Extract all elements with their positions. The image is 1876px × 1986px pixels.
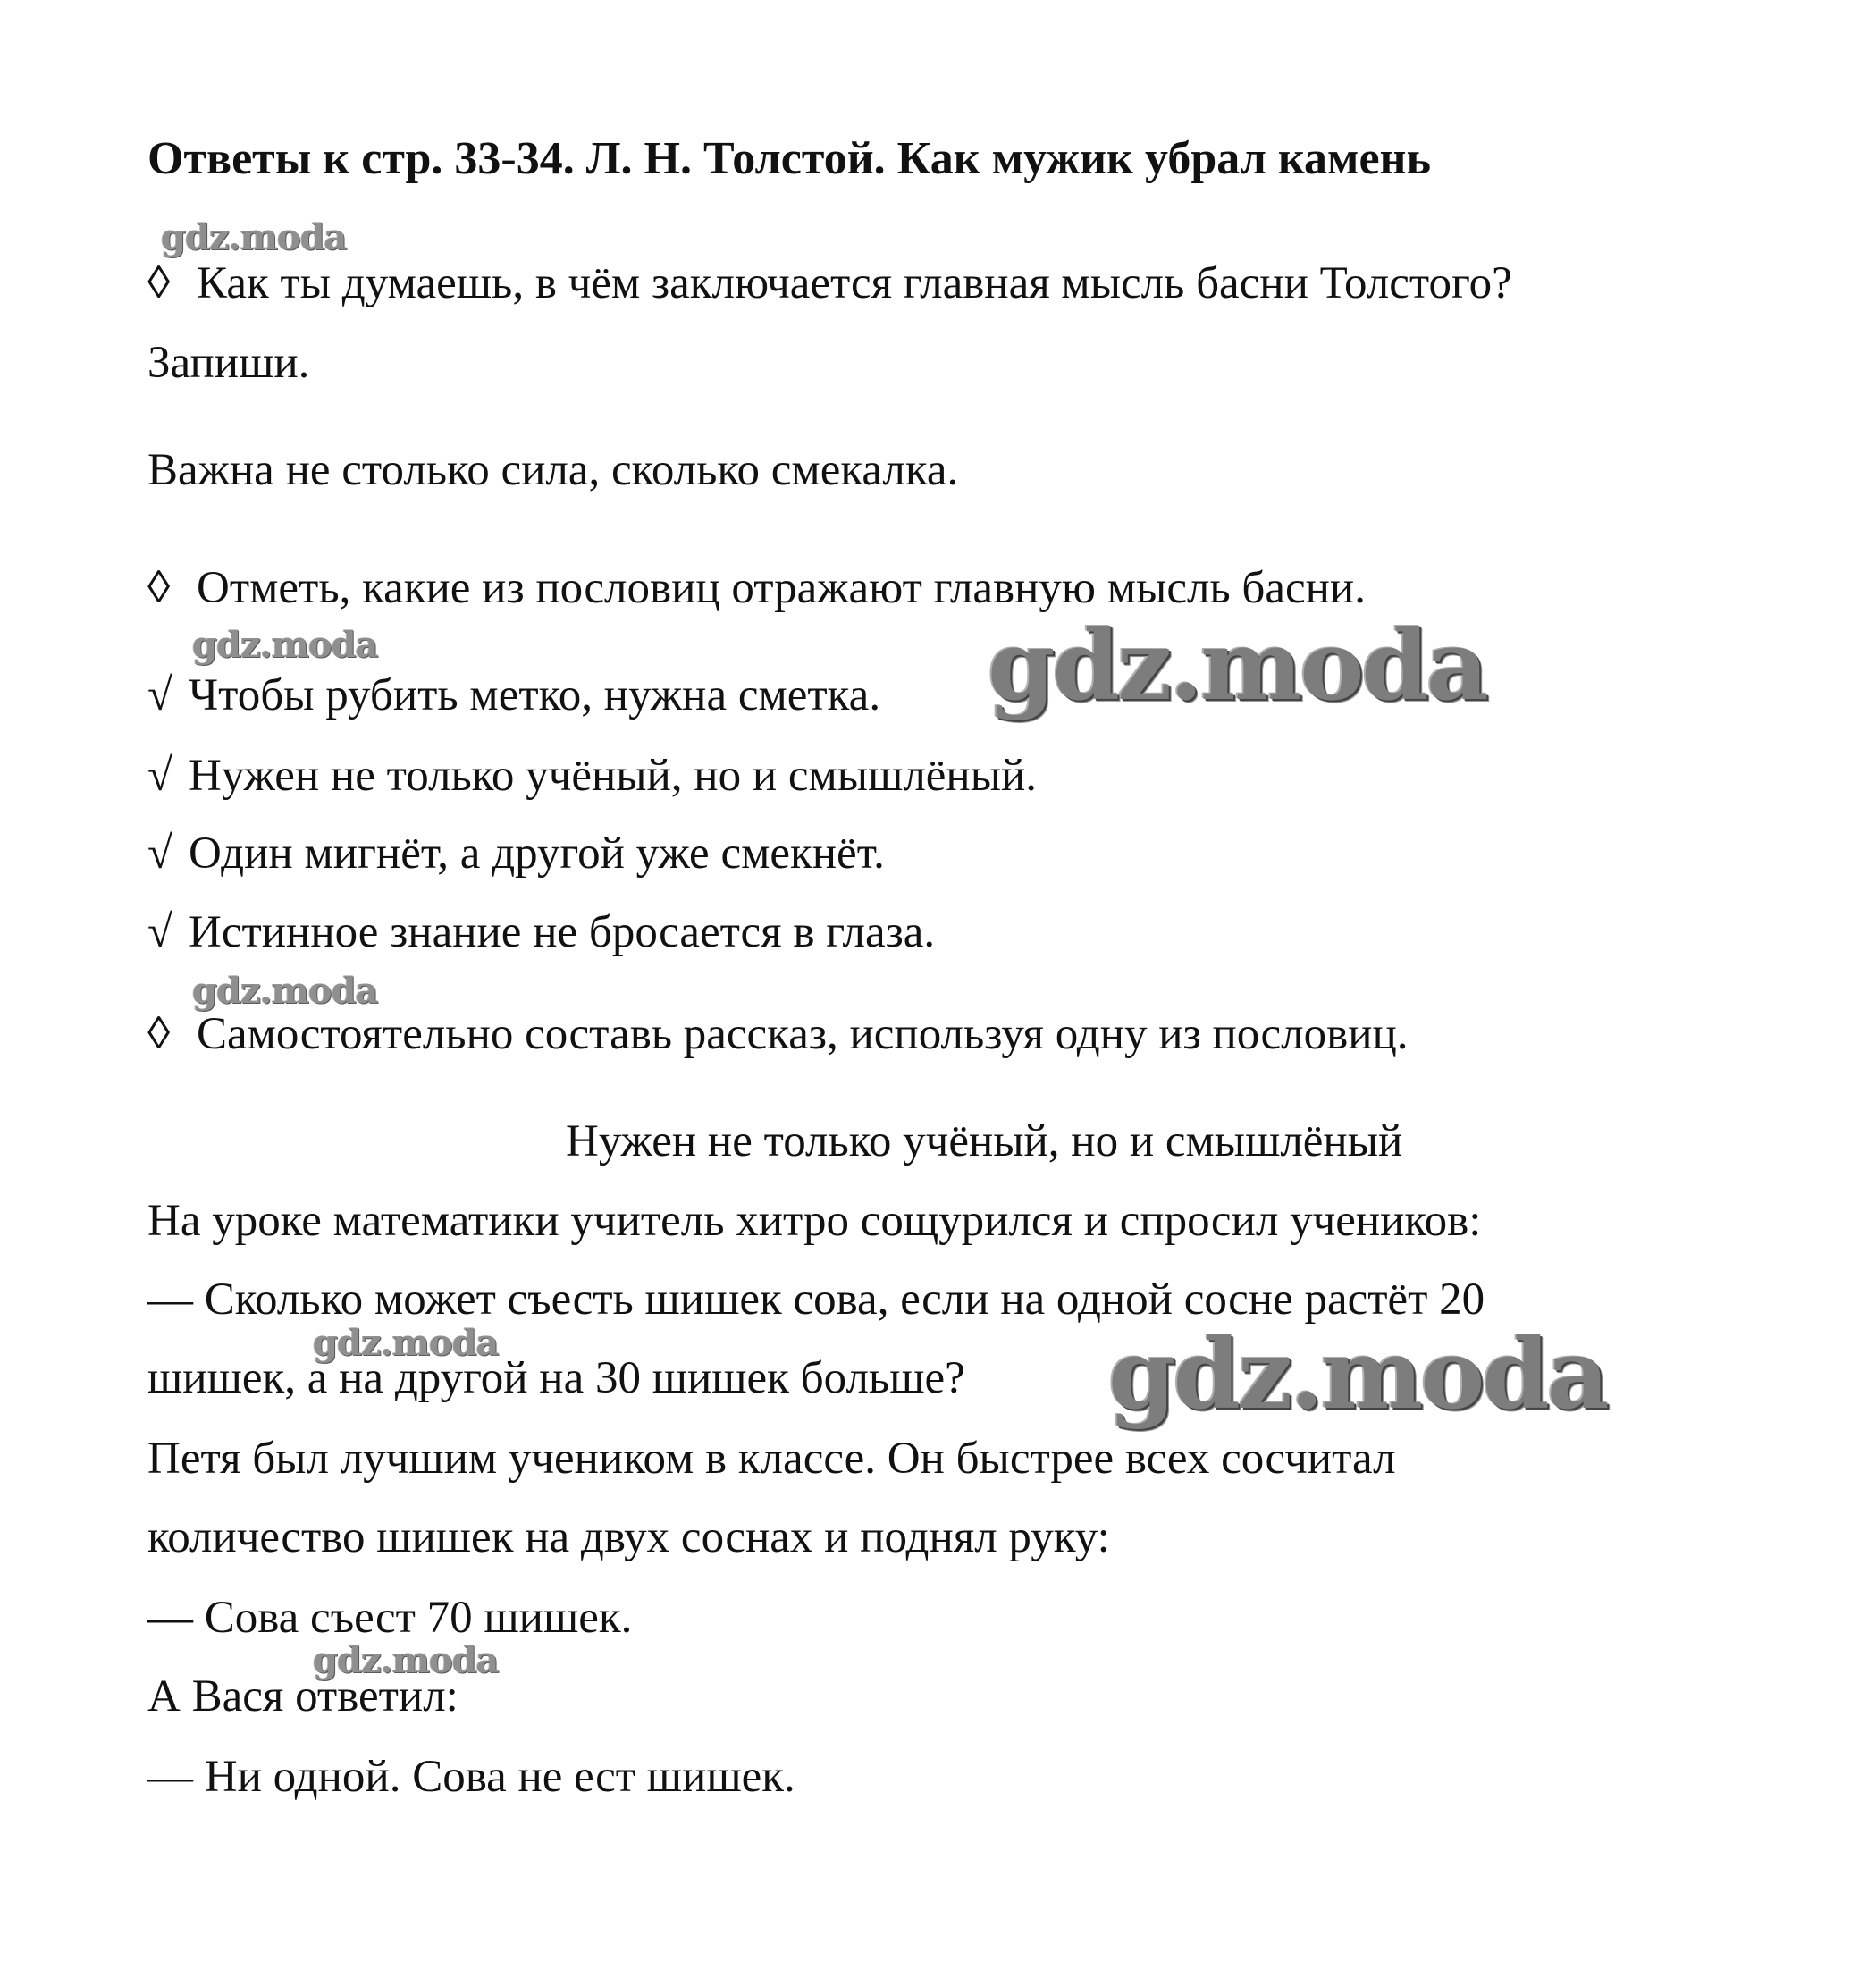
question-3-text: Самостоятельно составь рассказ, используя одну из пословиц. xyxy=(197,1009,1409,1059)
question-1-text: Как ты думаешь, в чём заключается главная мысль басни Толстого? xyxy=(197,258,1512,308)
story-line: — Сколько может съесть шишек сова, если на одной сосне растёт 20 xyxy=(147,1275,1485,1325)
story-line: шишек, а на другой на 30 шишек больше? xyxy=(147,1353,965,1403)
watermark: gdz.moda xyxy=(1108,1318,1607,1431)
checkmark-icon: √ xyxy=(147,751,172,801)
proverb-item xyxy=(147,749,1037,803)
question-2 xyxy=(147,561,1366,615)
proverb-item xyxy=(147,905,935,959)
watermark: gdz.moda xyxy=(313,1322,499,1364)
answer-1: Важна не столько сила, сколько смекалка. xyxy=(147,445,959,495)
story-line: Петя был лучшим учеником в классе. Он быстрее всех сосчитал xyxy=(147,1434,1396,1484)
page-title: Ответы к стр. 33-34. Л. Н. Толстой. Как мужик убрал камень xyxy=(147,133,1432,184)
question-1-continuation: Запиши. xyxy=(147,338,310,388)
question-3 xyxy=(147,1007,1409,1061)
proverb-text: Нужен не только учёный, но и смышлёный. xyxy=(189,751,1038,801)
story-line: — Сова съест 70 шишек. xyxy=(147,1593,633,1643)
question-2-text: Отметь, какие из пословиц отражают главную мысль басни. xyxy=(197,563,1366,613)
diamond-icon: ◊ xyxy=(147,563,171,613)
checkmark-icon: √ xyxy=(147,670,172,720)
question-1 xyxy=(147,257,1512,310)
watermark: gdz.moda xyxy=(192,624,378,666)
story-line: — Ни одной. Сова не ест шишек. xyxy=(147,1752,795,1802)
proverb-item xyxy=(147,827,885,880)
watermark: gdz.moda xyxy=(313,1639,499,1681)
checkmark-icon: √ xyxy=(147,907,172,957)
story-line: А Вася ответил: xyxy=(147,1671,458,1721)
checkmark-icon: √ xyxy=(147,829,172,879)
proverb-item xyxy=(147,669,880,722)
story-title: Нужен не только учёный, но и смышлёный xyxy=(566,1116,1403,1166)
diamond-icon: ◊ xyxy=(147,258,171,308)
proverb-text: Чтобы рубить метко, нужна сметка. xyxy=(189,670,881,720)
watermark: gdz.moda xyxy=(161,216,347,258)
story-line: количество шишек на двух соснах и поднял руку: xyxy=(147,1512,1110,1562)
diamond-icon: ◊ xyxy=(147,1009,171,1059)
watermark: gdz.moda xyxy=(192,970,378,1012)
proverb-text: Один мигнёт, а другой уже смекнёт. xyxy=(189,829,885,879)
watermark: gdz.moda xyxy=(988,610,1486,722)
story-line: На уроке математики учитель хитро сощурился и спросил учеников: xyxy=(147,1196,1482,1246)
proverb-text: Истинное знание не бросается в глаза. xyxy=(189,907,936,957)
